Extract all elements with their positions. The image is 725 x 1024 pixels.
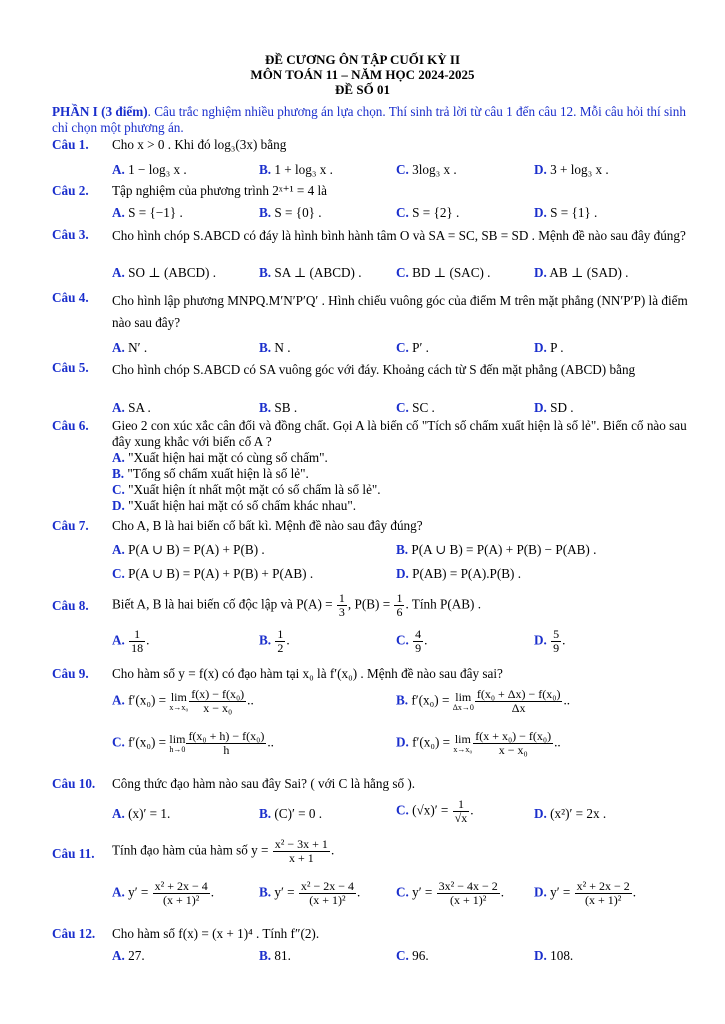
question-4 [52,290,692,355]
question-3 [52,227,692,280]
question-number: Câu 10. [52,776,96,791]
option-b[interactable]: B. (C)′ = 0 . [259,806,323,821]
option-b[interactable]: B. N . [259,340,291,355]
question-text: Gieo 2 con xúc xắc cân đối và đồng chất. Gọi A là biến cố "Tích số chấm xuất hiện là số lẻ". Biến cố nào sau đây xung khắc với biến cố A ? [112,418,687,449]
option-c[interactable]: C. "Xuất hiện ít nhất một mặt có số chấm là số lẻ". [112,482,381,497]
option-d[interactable]: D. AB ⊥ (SAD) . [534,265,629,280]
option-a[interactable]: A. 27. [112,948,145,963]
option-b[interactable]: B. SB . [259,400,298,415]
question-number: Câu 1. [52,137,89,152]
option-a[interactable]: A. N′ . [112,340,148,355]
question-12 [52,926,692,963]
option-c[interactable]: C. y′ = $\frac{\text{3x² − 4x − 2}}{\text{(x + 1)²}}$ . [396,879,505,907]
option-c[interactable]: C. f′(x₀) = lim h→0 $\frac{\text{f(x₀ + h) − f(x₀)}}{h}$ .. [112,729,274,757]
question-number: Câu 11. [52,846,95,861]
option-c[interactable]: C. P(A ∪ B) = P(A) + P(B) + P(AB) . [112,566,314,581]
question-text: Công thức đạo hàm nào sau đây Sai? ( với C là hằng số ). [112,776,416,791]
question-number: Câu 2. [52,183,89,198]
question-text: Cho A, B là hai biến cố bất kì. Mệnh đề nào sau đây đúng? [112,518,423,533]
option-c[interactable]: C. P′ . [396,340,429,355]
option-b[interactable]: B. f′(x₀) = lim Δx→0 $\frac{\text{f(x₀ + Δx) − f(x₀)}}{\Delta x}$ .. [396,687,571,715]
fraction: $\frac{\text{x² − 3x + 1}}{x + 1}$ [274,837,328,865]
option-b[interactable]: B. y′ = $\frac{\text{x² − 2x − 4}}{\text{(x + 1)²}}$ . [259,879,361,907]
option-a[interactable]: A. "Xuất hiện hai mặt có cùng số chấm". [112,450,328,465]
question-number: Câu 6. [52,418,89,433]
option-b[interactable]: B. 1 + log₃ x . [259,162,333,177]
option-b[interactable]: B. "Tổng số chấm xuất hiện là số lẻ". [112,466,309,481]
header-title: ĐỀ CƯƠNG ÔN TẬP CUỐI KỲ II [264,52,461,67]
option-c[interactable]: C. (√x)′ = $\frac{1}{√x}$ . [396,797,474,825]
question-9 [52,666,692,757]
header-subject: MÔN TOÁN 11 – NĂM HỌC 2024-2025 [250,67,475,82]
question-text: Cho hình chóp S.ABCD có đáy là hình bình hành tâm O và SA = SC, SB = SD . Mệnh đề nào sau đây đúng? [112,228,686,243]
option-a[interactable]: A. f′(x₀) = lim x→x₀ $\frac{\text{f(x) − f(x₀)}}{\text{x − x₀}}$ .. [112,687,254,715]
option-d[interactable]: D. 108. [534,948,574,963]
option-d[interactable]: D. S = {1} . [534,205,598,220]
option-c[interactable]: C. BD ⊥ (SAC) . [396,265,491,280]
section-intro [52,104,692,136]
question-text: Cho hàm số f(x) = (x + 1)⁴ . Tính f″(2). [112,926,320,941]
option-d[interactable]: D. P(AB) = P(A).P(B) . [396,566,522,581]
option-d[interactable]: D. 3 + log₃ x . [534,162,609,177]
option-d[interactable]: D. SD . [534,400,574,415]
option-c[interactable]: C. S = {2} . [396,205,460,220]
question-text: Cho hình lập phương MNPQ.M′N′P′Q′ . Hình chiếu vuông góc của điểm M trên mặt phẳng (NN′P′P) là điểm nào sau đây? [112,293,688,330]
option-c[interactable]: C. SC . [396,400,435,415]
option-b[interactable]: B. $\frac{1}{2}$ . [259,627,290,655]
option-d[interactable]: D. y′ = $\frac{\text{x² + 2x − 2}}{\text{(x + 1)²}}$ . [534,879,637,907]
question-text: Biết A, B là hai biến cố độc lập và P(A) = $\frac{1}{3}$ , P(B) = $\frac{1}{6}$ . Tính P(AB) . [112,591,482,619]
question-number: Câu 5. [52,360,89,375]
option-c[interactable]: C. 96. [396,948,429,963]
option-d[interactable]: D. P . [534,340,564,355]
question-number: Câu 12. [52,926,96,941]
question-number: Câu 9. [52,666,89,681]
question-number: Câu 8. [52,598,89,613]
fraction: $\frac{1}{3}$ [338,591,345,619]
option-a[interactable]: A. P(A ∪ B) = P(A) + P(B) . [112,542,265,557]
option-d[interactable]: D. "Xuất hiện hai mặt có số chấm khác nhau". [112,498,357,513]
question-5 [52,360,692,415]
option-d[interactable]: D. (x²)′ = 2x . [534,806,607,821]
question-text: Tính đạo hàm của hàm số y = $\frac{\text{x² − 3x + 1}}{x + 1}$ . [112,837,335,865]
question-text: Cho hình chóp S.ABCD có SA vuông góc với đáy. Khoảng cách từ S đến mặt phẳng (ABCD) bằng [112,362,636,377]
option-b[interactable]: B. S = {0} . [259,205,322,220]
option-a[interactable]: A. SA . [112,400,151,415]
question-text: Tập nghiệm của phương trình 2ˣ⁺¹ = 4 là [112,183,328,198]
question-text: Cho x > 0 . Khi đó log₃(3x) bằng [112,137,287,152]
section-instructions: . Câu trắc nghiệm nhiều phương án lựa chọn. Thí sinh trả lời từ câu 1 đến câu 12. Mỗi câu hỏi thí sinh chỉ chọn một phương án. [52,104,686,135]
question-text: Cho hàm số y = f(x) có đạo hàm tại x₀ là f′(x₀) . Mệnh đề nào sau đây sai? [112,666,503,681]
exam-header [0,0,725,97]
option-a[interactable]: A. (x)′ = 1. [112,806,171,821]
option-b[interactable]: B. P(A ∪ B) = P(A) + P(B) − P(AB) . [396,542,597,557]
option-a[interactable]: A. 1 − log₃ x . [112,162,187,177]
header-exam-number: ĐỀ SỐ 01 [335,82,390,97]
question-number: Câu 7. [52,518,89,533]
option-b[interactable]: B. 81. [259,948,291,963]
question-number: Câu 3. [52,227,89,242]
section-label: PHẦN I (3 điểm) [52,104,148,119]
option-d[interactable]: D. f′(x₀) = lim x→x₀ $\frac{\text{f(x + x₀) − f(x₀)}}{\text{x − x₀}}$ .. [396,729,561,757]
option-b[interactable]: B. SA ⊥ (ABCD) . [259,265,362,280]
option-a[interactable]: A. S = {−1} . [112,205,183,220]
option-c[interactable]: C. 3log₃ x . [396,162,457,177]
question-6 [52,418,692,514]
question-7 [52,518,692,581]
option-d[interactable]: D. $\frac{5}{9}$ . [534,627,566,655]
question-11 [52,837,692,907]
option-c[interactable]: C. $\frac{4}{9}$ . [396,627,428,655]
question-8 [52,591,692,655]
question-number: Câu 4. [52,290,89,305]
option-a[interactable]: A. SO ⊥ (ABCD) . [112,265,216,280]
question-1 [52,137,692,177]
option-a[interactable]: A. $\frac{1}{18}$ . [112,627,150,655]
question-2 [52,183,692,220]
question-10 [52,776,692,825]
fraction: $\frac{1}{6}$ [396,591,403,619]
option-a[interactable]: A. y′ = $\frac{\text{x² + 2x − 4}}{\text{(x + 1)²}}$ . [112,879,215,907]
